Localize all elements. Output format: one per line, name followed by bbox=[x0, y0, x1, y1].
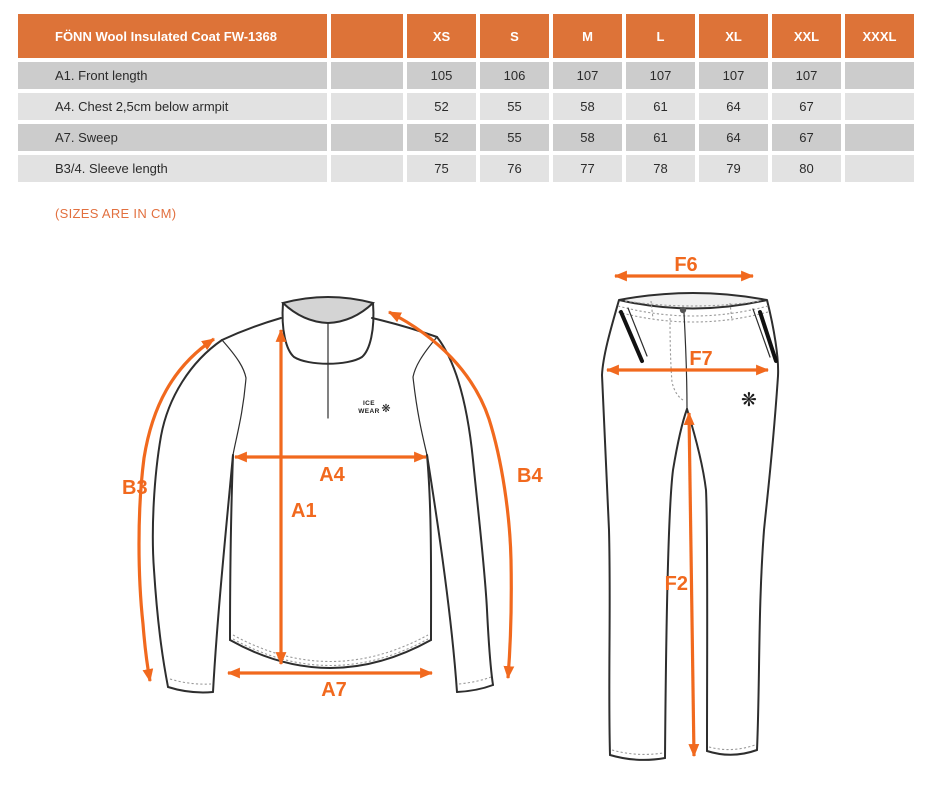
size-value-cell: 107 bbox=[626, 62, 695, 89]
measure-label-f2: F2 bbox=[664, 573, 688, 595]
table-row bbox=[18, 155, 914, 182]
size-value-cell: 106 bbox=[480, 62, 549, 89]
header-spacer-cell bbox=[331, 14, 403, 58]
spacer-cell bbox=[331, 124, 403, 151]
size-value-cell: 78 bbox=[626, 155, 695, 182]
brand-snowflake-icon: ❋ bbox=[381, 402, 391, 415]
size-value-cell: 79 bbox=[699, 155, 768, 182]
column-header-xxxl: XXXL bbox=[845, 14, 914, 58]
row-label: A4. Chest 2,5cm below armpit bbox=[18, 93, 327, 120]
size-chart-table-wrap bbox=[14, 10, 948, 186]
jacket-left-cuff-stitch bbox=[170, 679, 211, 684]
size-value-cell: 67 bbox=[772, 124, 841, 151]
measure-arrow-a7 bbox=[228, 673, 432, 701]
column-header-m: M bbox=[553, 14, 622, 58]
spacer-cell bbox=[331, 93, 403, 120]
size-value-cell bbox=[845, 93, 914, 120]
column-header-xxl: XXL bbox=[772, 14, 841, 58]
row-label: B3/4. Sleeve length bbox=[18, 155, 327, 182]
pants-drawing bbox=[602, 254, 778, 760]
measure-label-a4: A4 bbox=[319, 464, 345, 486]
size-value-cell: 75 bbox=[407, 155, 476, 182]
size-value-cell: 52 bbox=[407, 93, 476, 120]
size-value-cell: 107 bbox=[772, 62, 841, 89]
size-value-cell: 77 bbox=[553, 155, 622, 182]
product-title: FÖNN Wool Insulated Coat FW-1368 bbox=[18, 14, 327, 58]
row-label: A7. Sweep bbox=[18, 124, 327, 151]
measure-arrow-f6 bbox=[615, 254, 753, 276]
measure-label-b3: B3 bbox=[122, 477, 148, 499]
size-value-cell: 61 bbox=[626, 93, 695, 120]
sizes-unit-note: (SIZES ARE IN CM) bbox=[55, 206, 177, 221]
table-row bbox=[18, 62, 914, 89]
size-value-cell: 58 bbox=[553, 124, 622, 151]
table-row bbox=[18, 124, 914, 151]
size-table-header-row bbox=[18, 14, 914, 58]
column-header-l: L bbox=[626, 14, 695, 58]
size-value-cell: 64 bbox=[699, 124, 768, 151]
spacer-cell bbox=[331, 62, 403, 89]
size-value-cell: 64 bbox=[699, 93, 768, 120]
jacket-left-cuff bbox=[168, 687, 213, 692]
column-header-xs: XS bbox=[407, 14, 476, 58]
measure-label-a7: A7 bbox=[321, 679, 347, 701]
measure-arrow-b3 bbox=[122, 339, 214, 681]
size-value-cell: 107 bbox=[553, 62, 622, 89]
measure-label-f6: F6 bbox=[674, 254, 698, 276]
size-value-cell: 80 bbox=[772, 155, 841, 182]
size-value-cell: 52 bbox=[407, 124, 476, 151]
pants-snowflake-icon: ❋ bbox=[741, 389, 757, 411]
brand-logo-line1: ICE bbox=[362, 400, 376, 407]
measure-label-f7: F7 bbox=[689, 348, 713, 370]
size-value-cell: 107 bbox=[699, 62, 768, 89]
size-value-cell: 76 bbox=[480, 155, 549, 182]
size-value-cell: 58 bbox=[553, 93, 622, 120]
table-row bbox=[18, 93, 914, 120]
column-header-s: S bbox=[480, 14, 549, 58]
measure-label-a1: A1 bbox=[291, 500, 317, 522]
jacket-right-cuff-stitch bbox=[459, 677, 491, 684]
spacer-cell bbox=[331, 155, 403, 182]
size-value-cell: 105 bbox=[407, 62, 476, 89]
size-value-cell: 67 bbox=[772, 93, 841, 120]
size-table-body bbox=[18, 62, 914, 182]
column-header-xl: XL bbox=[699, 14, 768, 58]
jacket-drawing bbox=[122, 297, 543, 701]
size-value-cell bbox=[845, 62, 914, 89]
jacket-right-sleeve-outer bbox=[437, 337, 493, 685]
measure-label-b4: B4 bbox=[517, 465, 543, 487]
size-table bbox=[14, 10, 918, 186]
jacket-right-cuff bbox=[457, 685, 493, 692]
size-value-cell bbox=[845, 124, 914, 151]
size-value-cell: 55 bbox=[480, 93, 549, 120]
size-value-cell: 55 bbox=[480, 124, 549, 151]
jacket-left-sleeve-outer bbox=[153, 340, 222, 687]
size-value-cell bbox=[845, 155, 914, 182]
row-label: A1. Front length bbox=[18, 62, 327, 89]
pants-button bbox=[680, 307, 686, 313]
brand-logo-line2: WEAR bbox=[358, 408, 380, 415]
size-value-cell: 61 bbox=[626, 124, 695, 151]
